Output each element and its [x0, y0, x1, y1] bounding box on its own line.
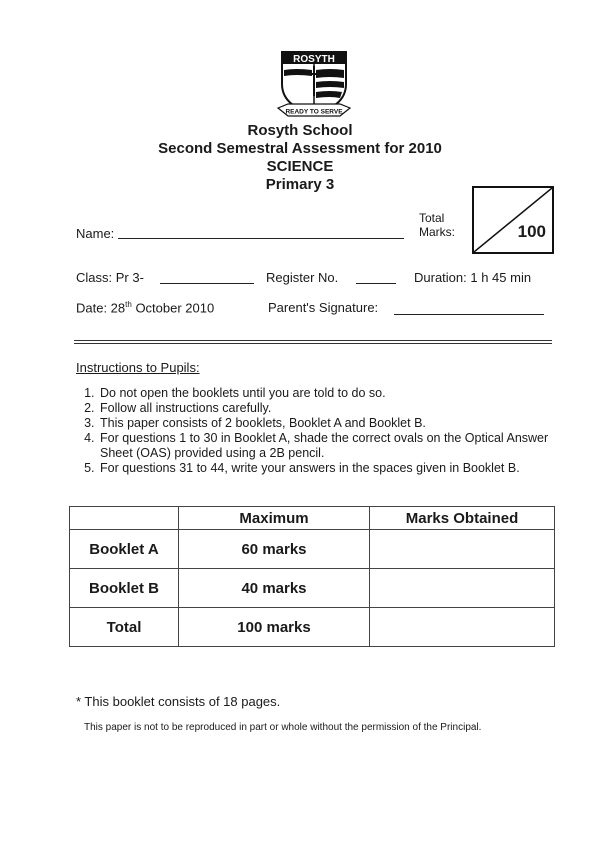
- row-obtained[interactable]: [370, 608, 555, 647]
- class-label: Class: Pr 3-: [76, 270, 144, 285]
- marks-table: [69, 506, 555, 647]
- register-field[interactable]: [356, 269, 396, 284]
- school-crest-logo: [276, 44, 352, 122]
- instruction-item: 3. This paper consists of 2 booklets, Booklet A and Booklet B.: [98, 416, 568, 431]
- page-count-note: * This booklet consists of 18 pages.: [76, 694, 281, 709]
- date-rest: October 2010: [131, 300, 215, 316]
- crest-banner-text: ROSYTH: [293, 54, 335, 65]
- class-field[interactable]: [160, 269, 254, 284]
- total-marks-label-bottom: Marks:: [419, 225, 455, 239]
- subject-title: SCIENCE: [266, 158, 334, 175]
- total-marks-box[interactable]: [472, 186, 554, 254]
- instructions-heading: Instructions to Pupils:: [76, 360, 200, 375]
- date-label: Date: 28: [76, 300, 126, 316]
- instruction-item: 2. Follow all instructions carefully.: [98, 401, 568, 416]
- row-label: Total: [70, 608, 179, 647]
- instructions-list: [74, 386, 568, 476]
- instruction-item: 5. For questions 31 to 44, write your answers in the spaces given in Booklet B.: [98, 461, 568, 476]
- table-header-obtained: Marks Obtained: [370, 507, 555, 530]
- divider-top: [74, 340, 552, 341]
- instruction-item: 4. For questions 1 to 30 in Booklet A, shade the correct ovals on the Optical Answer Sheet (OAS) provided using a 2B pencil.: [98, 431, 568, 461]
- duration-text: Duration: 1 h 45 min: [414, 270, 532, 285]
- total-marks-value: 100: [517, 222, 546, 241]
- row-obtained[interactable]: [370, 530, 555, 569]
- marks-box-diagonal: [474, 188, 552, 252]
- table-row: [70, 569, 555, 608]
- table-row: [70, 530, 555, 569]
- signature-label: Parent's Signature:: [268, 300, 379, 315]
- table-header-maximum: Maximum: [179, 507, 370, 530]
- register-label: Register No.: [266, 270, 339, 285]
- row-maximum: 60 marks: [179, 530, 370, 569]
- date-ordinal-suffix: th: [125, 300, 132, 309]
- school-name: Rosyth School: [247, 122, 353, 139]
- date-text: [76, 300, 214, 315]
- total-marks-label-top: Total: [419, 211, 445, 225]
- divider-bottom: [74, 343, 552, 344]
- name-label: Name:: [76, 226, 115, 241]
- signature-field[interactable]: [394, 300, 544, 315]
- crest-motto-text: READY TO SERVE: [285, 108, 343, 116]
- row-obtained[interactable]: [370, 569, 555, 608]
- name-field[interactable]: [118, 224, 404, 239]
- copyright-note: This paper is not to be reproduced in part or whole without the permission of the Principal.: [84, 722, 482, 733]
- exam-title: Second Semestral Assessment for 2010: [158, 140, 442, 157]
- table-header-blank: [70, 507, 179, 530]
- row-label: Booklet A: [70, 530, 179, 569]
- row-maximum: 40 marks: [179, 569, 370, 608]
- level-title: Primary 3: [265, 176, 335, 193]
- row-label: Booklet B: [70, 569, 179, 608]
- instruction-item: 1. Do not open the booklets until you are told to do so.: [98, 386, 568, 401]
- table-header-row: [70, 507, 555, 530]
- table-row: [70, 608, 555, 647]
- row-maximum: 100 marks: [179, 608, 370, 647]
